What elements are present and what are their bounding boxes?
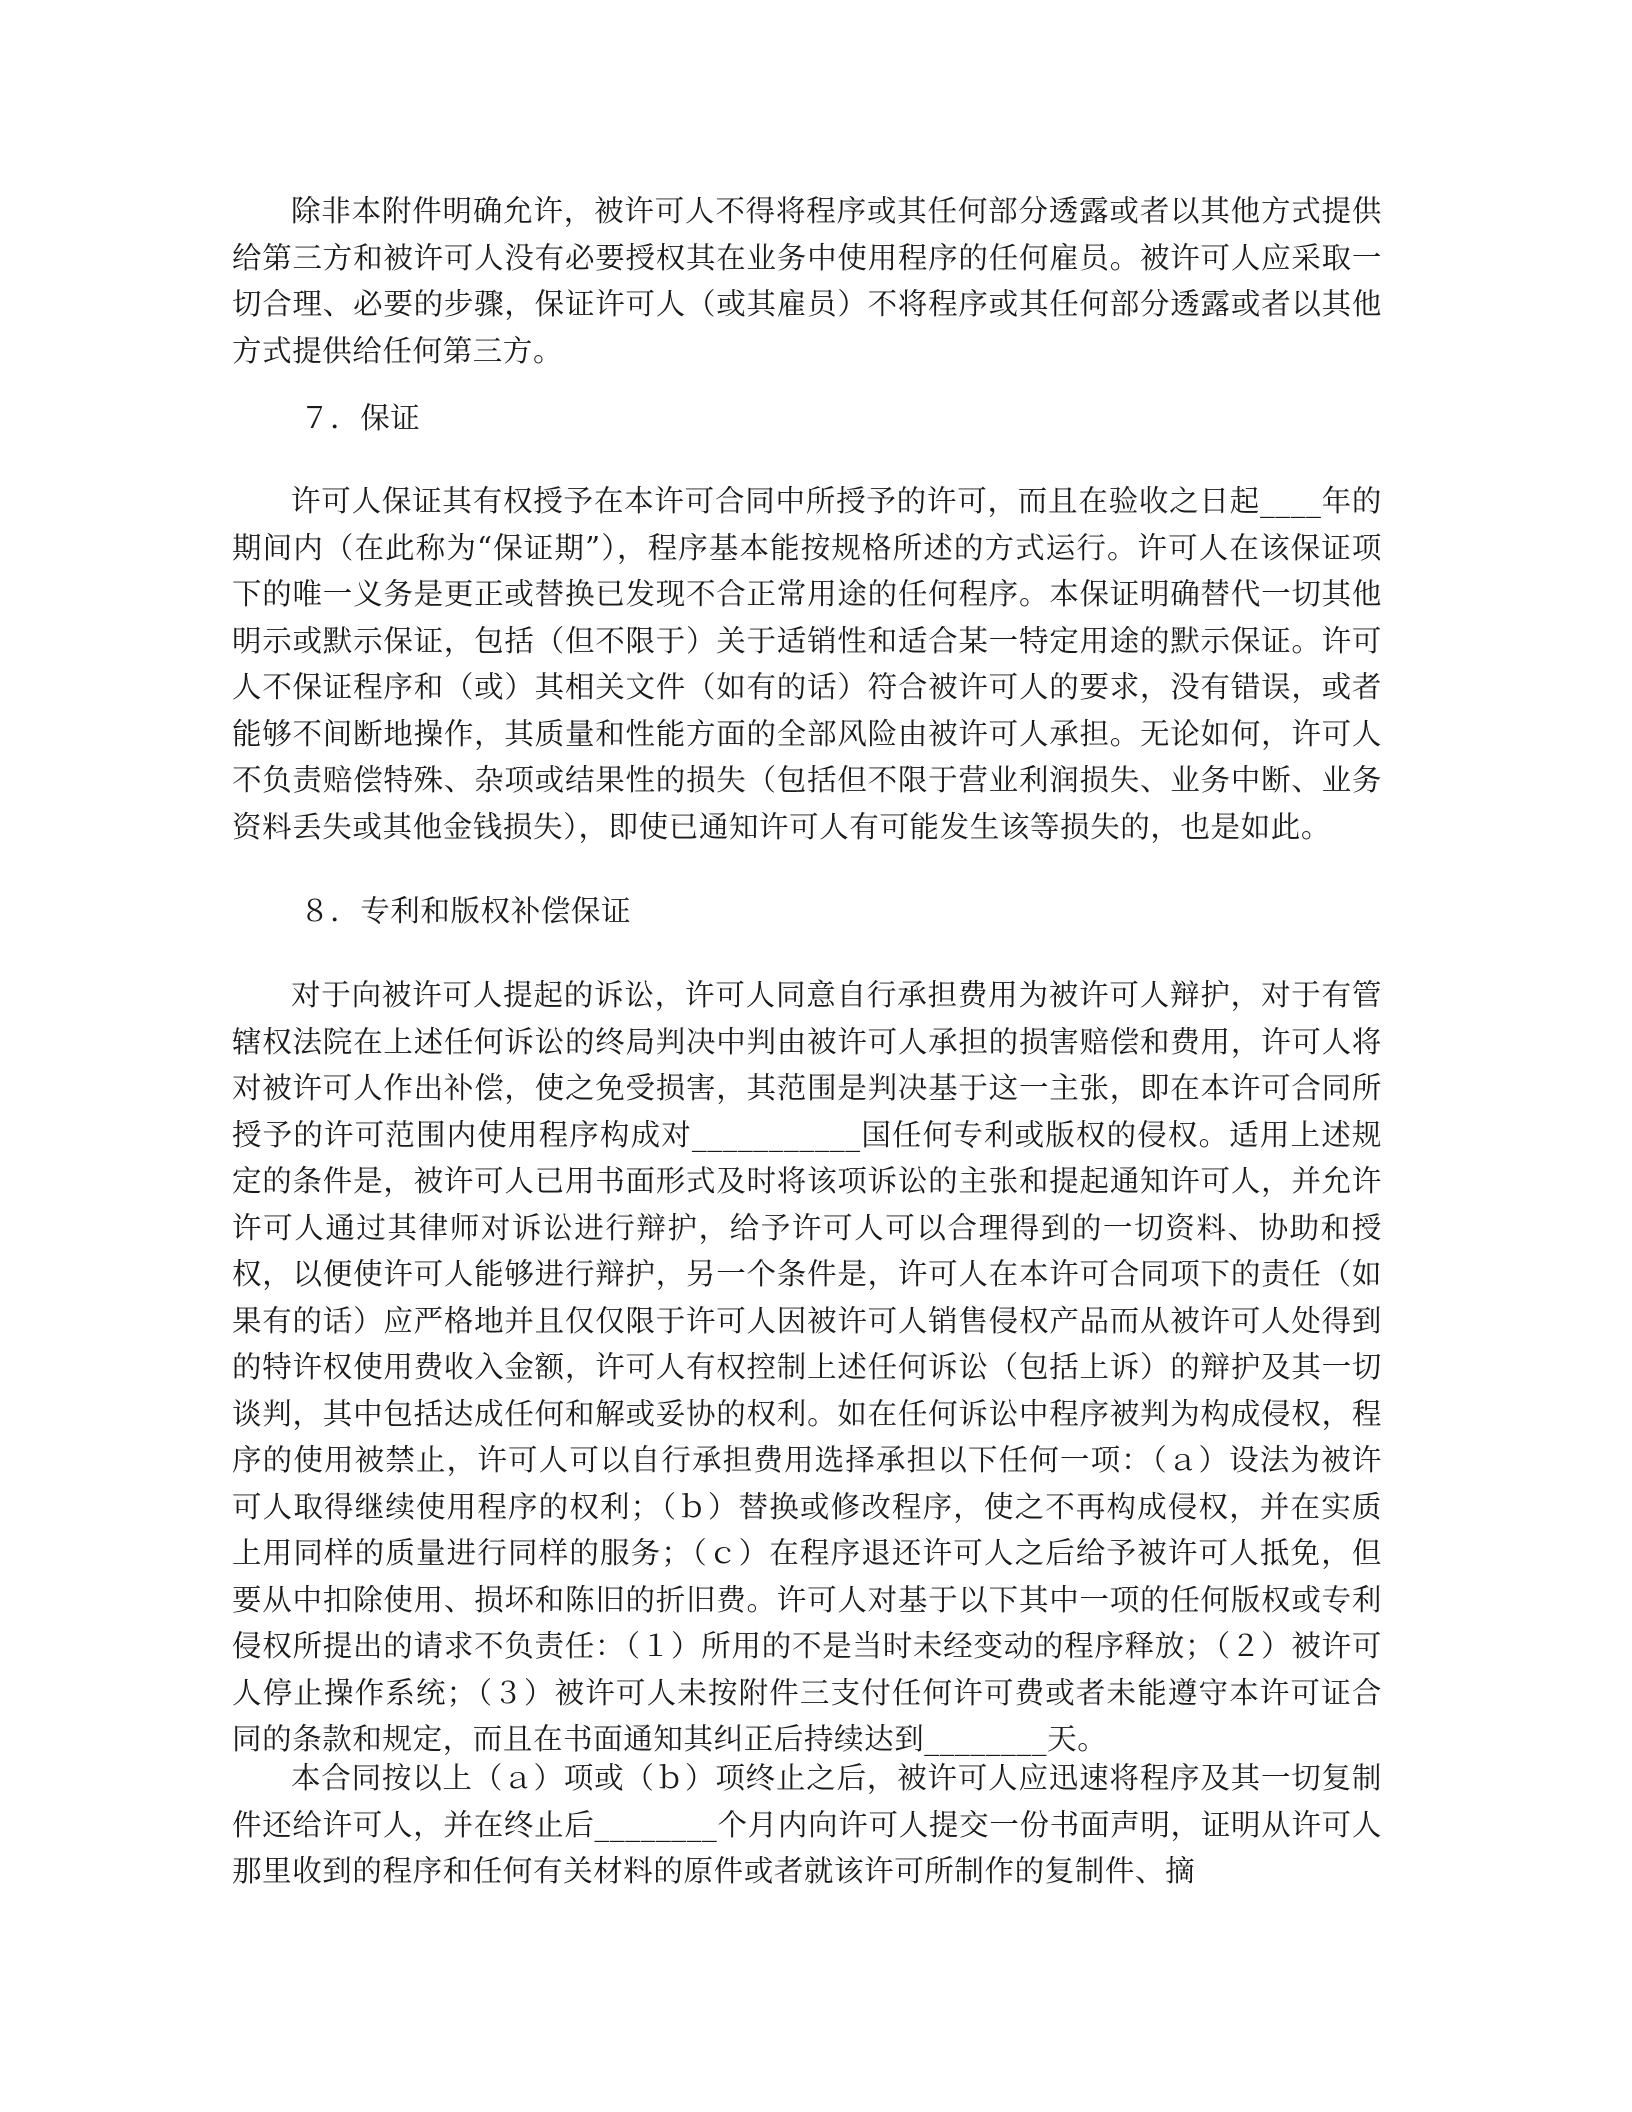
paragraph-indemnity: 对于向被许可人提起的诉讼，许可人同意自行承担费用为被许可人辩护，对于有管辖权法院在上述任何诉讼的终局判决中判由被许可人承担的损害赔偿和费用，许可人将对被许可人作出补偿，使之免受损害，其范围是判决基于这一主张，即在本许可合同所授予的许可范围内使用程序构成对___________国任何专利或版权的侵权。适用上述规定的条件是，被许可人已用书面形式及时将该项诉讼的主张和提起通知许可人，并允许许可人通过其律师对诉讼进行辩护，给予许可人可以合理得到的一切资料、协助和授权，以便使许可人能够进行辩护，另一个条件是，许可人在本许可合同项下的责任（如果有的话）应严格地并且仅仅限于许可人因被许可人销售侵权产品而从被许可人处得到的特许权使用费收入金额，许可人有权控制上述任何诉讼（包括上诉）的辩护及其一切谈判，其中包括达成任何和解或妥协的权利。如在任何诉讼中程序被判为构成侵权，程序的使用被禁止，许可人可以自行承担费用选择承担以下任何一项：（ａ）设法为被许可人取得继续使用程序的权利；（ｂ）替换或修改程序，使之不再构成侵权，并在实质上用同样的质量进行同样的服务；（ｃ）在程序退还许可人之后给予被许可人抵免，但要从中扣除使用、损坏和陈旧的折旧费。许可人对基于以下其中一项的任何版权或专利侵权所提出的请求不负责任：（１）所用的不是当时未经变动的程序释放；（２）被许可人停止操作系统；（３）被许可人未按附件三支付任何许可费或者未能遵守本许可证合同的条款和规定，而且在书面通知其纠正后持续达到________天。	[232, 978, 1382, 1756]
section-7-heading: ７．保证	[300, 401, 421, 435]
paragraph-confidentiality: 除非本附件明确允许，被许可人不得将程序或其任何部分透露或者以其他方式提供给第三方和被许可人没有必要授权其在业务中使用程序的任何雇员。被许可人应采取一切合理、必要的步骤，保证许可人（或其雇员）不将程序或其任何部分透露或者以其他方式提供给任何第三方。	[232, 194, 1382, 368]
section-8-heading: ８．专利和版权补偿保证	[300, 894, 632, 928]
paragraph-warranty: 许可人保证其有权授予在本许可合同中所授予的许可，而且在验收之日起____年的期间内（在此称为“保证期”），程序基本能按规格所述的方式运行。许可人在该保证项下的唯一义务是更正或替换已发现不合正常用途的任何程序。本保证明确替代一切其他明示或默示保证，包括（但不限于）关于适销性和适合某一特定用途的默示保证。许可人不保证程序和（或）其相关文件（如有的话）符合被许可人的要求，没有错误，或者能够不间断地操作，其质量和性能方面的全部风险由被许可人承担。无论如何，许可人不负责赔偿特殊、杂项或结果性的损失（包括但不限于营业利润损失、业务中断、业务资料丢失或其他金钱损失），即使已通知许可人有可能发生该等损失的，也是如此。	[232, 484, 1382, 844]
paragraph-termination: 本合同按以上（ａ）项或（ｂ）项终止之后，被许可人应迅速将程序及其一切复制件还给许可人，并在终止后________个月内向许可人提交一份书面声明，证明从许可人那里收到的程序和任何有关材料的原件或者就该许可所制作的复制件、摘	[232, 1761, 1382, 1888]
